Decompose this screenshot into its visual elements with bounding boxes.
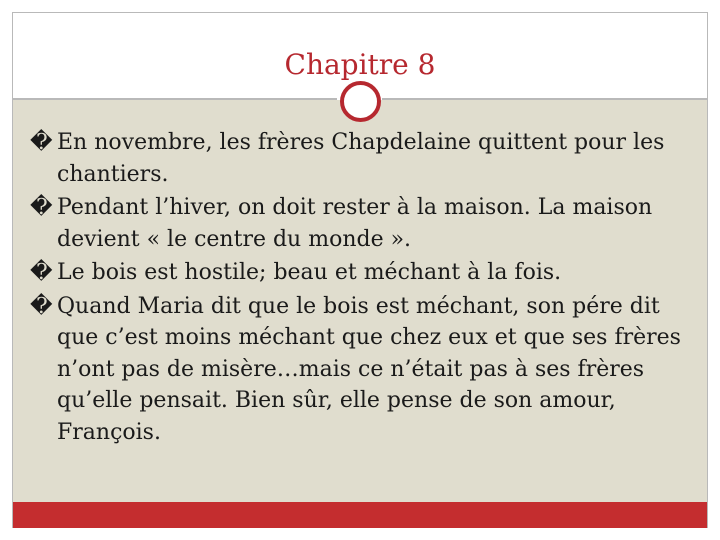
bullet-marker-icon: �	[30, 130, 53, 155]
bullet-marker-icon: �	[30, 293, 53, 319]
bullet-item-1	[30, 127, 705, 190]
slide-title: Chapitre 8	[284, 48, 436, 81]
bullet-item-4	[30, 291, 705, 449]
bullet-list	[30, 127, 705, 450]
circle-ring-icon	[340, 81, 381, 122]
bullet-marker-icon: �	[30, 195, 53, 220]
bullet-text: Le bois est hostile; beau et méchant à la fois.	[57, 260, 562, 285]
bullet-text: Quand Maria dit que le bois est méchant, son pére dit que c’est moins méchant que chez eux et que ses frères n’ont pas de misère…mais ce n’était pas à ses frères qu’elle pensait. Bien sûr, elle pense de son amour, François.	[57, 293, 681, 445]
bullet-item-3	[30, 257, 705, 289]
bullet-marker-icon: �	[30, 260, 53, 285]
bullet-item-2	[30, 192, 705, 255]
bullet-text: Pendant l’hiver, on doit rester à la maison. La maison devient « le centre du monde ».	[57, 195, 653, 252]
bottom-accent-bar	[13, 502, 707, 528]
bullet-text: En novembre, les frères Chapdelaine quittent pour les chantiers.	[57, 130, 665, 187]
